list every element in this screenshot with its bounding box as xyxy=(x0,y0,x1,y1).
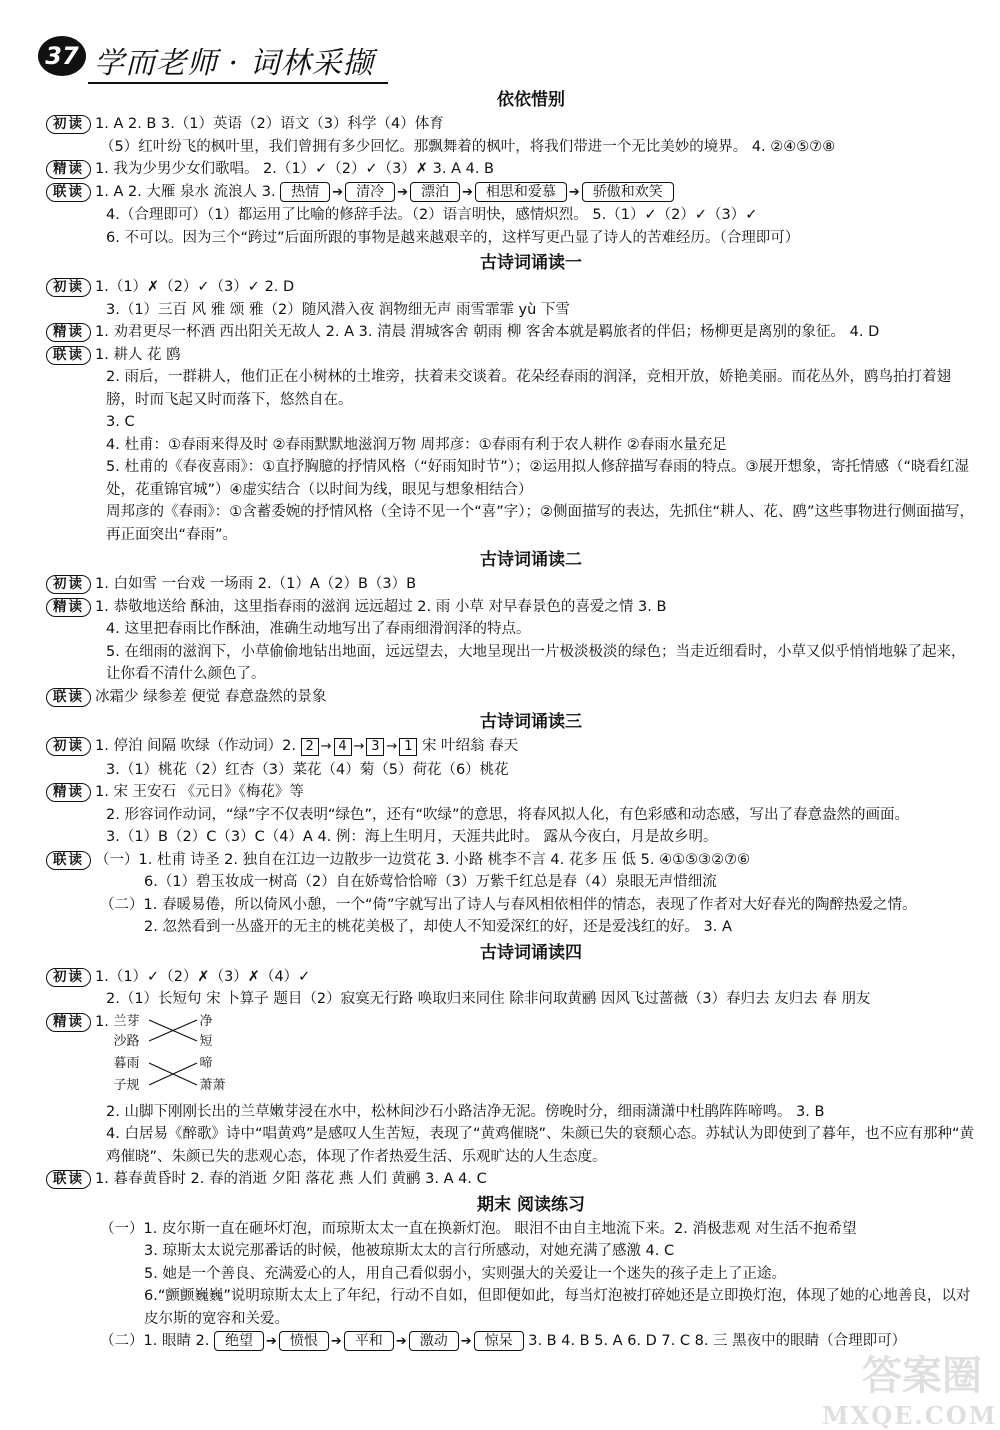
answer-text: （一）1. 皮尔斯一直在砸坏灯泡，而琼斯太太一直在换新灯泡。 眼泪不由自主地流下来。2. 消极悲观 对生活不抱希望 xyxy=(100,1220,857,1237)
answer-line xyxy=(46,158,976,181)
answer-text: 5. 在细雨的滋润下，小草偷偷地钻出地面，远远望去，大地呈现出一片极淡极淡的绿色；当走近细看时，小草又似乎悄悄地躲了起来，让你看不清什么颜色了。 xyxy=(106,643,966,682)
answer-text: 1. 暮春黄昏时 2. 春的消逝 夕阳 落花 燕 人们 黄鹂 3. A 4. C xyxy=(95,1171,487,1187)
answer-line xyxy=(46,276,976,299)
answer-text: 2. 忽然看到一丛盛开的无主的桃花美极了，却使人不知爱深红的好，还是爱浅红的好。 3. A xyxy=(144,919,732,935)
answer-text: 3.（1）三百 风 雅 颂 雅（2）随风潜入夜 润物细无声 雨雪霏霏 yù 下雪 xyxy=(106,301,570,318)
answer-text: 1. 宋 王安石 《元日》《梅花》等 xyxy=(95,784,304,800)
tag-jingdu: 精读 xyxy=(46,598,91,617)
answer-text: （5）红叶纷飞的枫叶里，我们曾拥有多少回忆。那飘舞着的枫叶，将我们带进一个无比美妙的境界。 4. ②④⑤⑦⑧ xyxy=(100,138,836,155)
tag-chudu: 初读 xyxy=(46,278,91,297)
arrow-right-icon: → xyxy=(386,739,398,754)
answer-line xyxy=(46,1168,976,1191)
arrow-right-icon: ➔ xyxy=(395,1334,407,1349)
arrow-right-icon: → xyxy=(353,739,365,754)
answer-text: 3. B 4. B 5. A 6. D 7. C 8. 三 黑夜中的眼睛（合理即可） xyxy=(528,1333,907,1349)
answer-line xyxy=(46,759,976,782)
answer-line xyxy=(46,596,976,619)
tag-chudu: 初读 xyxy=(46,737,91,756)
answer-line xyxy=(46,1285,976,1330)
answer-text: 1. 劝君更尽一杯酒 西出阳关无故人 2. A 3. 清晨 渭城客舍 朝雨 柳 客舍本就是羁旅者的伴侣；杨柳更是离别的象征。 4. D xyxy=(95,324,880,340)
answer-line xyxy=(46,204,976,227)
answer-text: 6.“颤颤巍巍”说明琼斯太太上了年纪，行动不自如，但即便如此，每当灯泡被打碎她还是立即换灯泡，体现了她的心地善良，以对皮尔斯的宽容和关爱。 xyxy=(144,1288,971,1327)
answer-line xyxy=(46,411,976,434)
answer-text: 6.（1）碧玉妆成一树高（2）自在娇莺恰恰啼（3）万紫千红总是春（4）泉眼无声惜细流 xyxy=(144,874,717,890)
answer-text: 1. 我为少男少女们歌唱。 2.（1）✓（2）✓（3）✗ 3. A 4. B xyxy=(95,161,494,177)
answer-text: 5. 杜甫的《春夜喜雨》：①直抒胸臆的抒情风格（“好雨知时节”）；②运用拟人修辞描写春雨的特点。③展开想象，寄托情感（“晓看红湿处，花重锦官城”）④虚实结合（以时间为线，眼见与想象相结合） xyxy=(106,459,969,498)
header-underline xyxy=(88,82,388,84)
page-number-badge: 37 xyxy=(38,36,86,76)
match-right: 啼 xyxy=(199,1055,213,1071)
answer-text: 3.（1）桃花（2）红杏（3）菜花（4）菊（5）荷花（6）桃花 xyxy=(106,761,509,778)
answer-line xyxy=(46,366,976,411)
answer-text: 5. 她是一个善良、充满爱心的人，用自己看似弱小，实则强大的关爱让一个迷失的孩子走上了正途。 xyxy=(144,1265,786,1282)
answer-text: 1. A 2. 大雁 泉水 流浪人 3. xyxy=(95,183,276,200)
answer-line xyxy=(46,849,976,872)
answer-text: 宋 叶绍翁 春天 xyxy=(421,738,519,754)
answer-text: 2. 雨后，一群耕人，他们正在小树林的土堆旁，扶着耒交谈着。花朵经春雨的润泽，竞相开放，娇艳美丽。而花丛外，鸥鸟拍打着翅膀，时而飞起又时而落下，悠然自在。 xyxy=(106,369,951,408)
arrow-right-icon: ➔ xyxy=(332,184,344,200)
arrow-right-icon: ➔ xyxy=(568,184,580,200)
tag-jingdu: 精读 xyxy=(46,783,91,802)
answer-line xyxy=(46,113,976,136)
tag-jingdu: 精读 xyxy=(46,160,91,179)
section-title: 古诗词诵读三 xyxy=(480,712,582,732)
answer-content xyxy=(46,86,976,1354)
flow-box: 惊呆 xyxy=(474,1331,524,1351)
tag-chudu: 初读 xyxy=(46,115,91,134)
answer-line xyxy=(46,181,976,205)
match-right: 短 xyxy=(199,1033,213,1049)
flow-box: 愤恨 xyxy=(279,1331,329,1351)
flow-box: 骄傲和欢笑 xyxy=(582,182,674,202)
answer-text: 冰霜少 绿参差 便觉 春意盎然的景象 xyxy=(95,688,327,705)
answer-line xyxy=(46,988,976,1011)
answer-text: 1. 停泊 间隔 吹绿（作动词）2. xyxy=(95,738,296,754)
matching-diagram xyxy=(113,1011,273,1097)
answer-line xyxy=(46,641,976,686)
answer-line xyxy=(46,871,976,894)
answer-text: （一）1. 杜甫 诗圣 2. 独自在江边一边散步一边赏花 3. 小路 桃李不言 4. 花多 压 低 5. ④①⑤③②⑦⑥ xyxy=(95,851,751,868)
answer-line xyxy=(46,1011,976,1101)
match-left: 沙路 xyxy=(113,1033,140,1049)
arrow-right-icon: ➔ xyxy=(266,1334,277,1349)
answer-text: 1. 白如雪 一台戏 一场雨 2.（1）A（2）B（3）B xyxy=(95,576,417,592)
order-box: 4 xyxy=(334,738,352,756)
tag-chudu: 初读 xyxy=(46,968,91,987)
answer-text: 1.（1）✓（2）✗（3）✗（4）✓ xyxy=(95,968,311,985)
answer-text: 1.（1）✗（2）✓（3）✓ 2. D xyxy=(95,279,295,295)
watermark-main: 答案圈 xyxy=(862,1352,982,1399)
answer-line xyxy=(46,456,976,501)
flow-box: 相思和爱慕 xyxy=(475,182,567,202)
answer-text: 3.（1）B（2）C（3）C（4）A 4. 例：海上生明月，天涯共此时。 露从今夜白，月是故乡明。 xyxy=(106,829,718,845)
tag-jingdu: 精读 xyxy=(46,323,91,342)
match-left: 子规 xyxy=(113,1077,140,1093)
flow-box: 平和 xyxy=(344,1331,394,1351)
answer-text: 2. 山脚下刚刚长出的兰草嫩芽浸在水中，松林间沙石小路洁净无泥。傍晚时分，细雨潇潇中杜鹃阵阵啼鸣。 3. B xyxy=(106,1103,825,1120)
flow-box: 绝望 xyxy=(214,1331,264,1351)
arrow-right-icon: → xyxy=(320,739,332,754)
flow-box: 热情 xyxy=(280,182,330,202)
answer-line xyxy=(46,966,976,989)
order-box: 1 xyxy=(399,738,417,756)
answer-line xyxy=(46,781,976,804)
answer-text: 2. 形容词作动词，“绿”字不仅表明“绿色”，还有“吹绿”的意思，将春风拟人化，有色彩感和动态感，写出了春意盎然的画面。 xyxy=(106,806,910,823)
watermark-url: MXQE.COM xyxy=(822,1401,998,1430)
match-right: 萧萧 xyxy=(199,1077,226,1093)
answer-line xyxy=(46,894,976,917)
section-title: 古诗词诵读二 xyxy=(480,550,582,570)
match-left: 暮雨 xyxy=(113,1055,140,1071)
arrow-right-icon: ➔ xyxy=(462,184,473,200)
answer-line xyxy=(46,826,976,849)
answer-text: 4. 这里把春雨比作酥油，准确生动地写出了春雨细滑润泽的特点。 xyxy=(106,621,531,637)
section-title: 古诗词诵读四 xyxy=(480,942,582,963)
answer-text: 3. C xyxy=(106,414,135,430)
answer-line xyxy=(46,299,976,322)
tag-liandu: 联读 xyxy=(46,183,91,202)
answer-line xyxy=(46,735,976,759)
tag-jingdu: 精读 xyxy=(46,1013,91,1032)
order-box: 3 xyxy=(366,738,384,756)
answer-line xyxy=(46,501,976,546)
answer-text: 6. 不可以。因为三个“跨过”后面所跟的事物是越来越艰辛的，这样写更凸显了诗人的苦难经历。（合理即可） xyxy=(106,229,800,246)
order-box: 2 xyxy=(301,738,319,756)
flow-box: 漂泊 xyxy=(410,182,460,202)
tag-chudu: 初读 xyxy=(46,575,91,594)
answer-line xyxy=(46,434,976,457)
answer-line xyxy=(46,1101,976,1124)
answer-text: （二）1. 眼睛 2. xyxy=(100,1333,210,1349)
tag-liandu: 联读 xyxy=(46,688,91,707)
header-title: 学而老师 · 词林采撷 xyxy=(94,46,374,81)
arrow-right-icon: ➔ xyxy=(397,184,408,200)
answer-line xyxy=(46,573,976,596)
watermark-logo xyxy=(822,1344,998,1430)
answer-text: （二）1. 春暖易倦，所以倚风小憩，一个“倚”字就写出了诗人与春风相依相伴的情态，表现了作者对大好春光的陶醉热爱之情。 xyxy=(100,896,917,913)
answer-line xyxy=(46,321,976,344)
answer-line xyxy=(46,686,976,709)
answer-line xyxy=(46,1263,976,1286)
tag-liandu: 联读 xyxy=(46,346,91,365)
section-title: 依依惜别 xyxy=(497,90,565,110)
answer-text: 4. 杜甫：①春雨来得及时 ②春雨默默地滋润万物 周邦彦：①春雨有利于农人耕作 ②春雨水量充足 xyxy=(106,436,727,453)
arrow-right-icon: ➔ xyxy=(330,1334,342,1349)
tag-liandu: 联读 xyxy=(46,851,91,870)
match-left: 兰芽 xyxy=(113,1013,140,1029)
answer-line xyxy=(46,618,976,641)
answer-line xyxy=(46,344,976,367)
section-title: 期末 阅读练习 xyxy=(477,1194,585,1215)
answer-text: 1. 耕人 花 鸥 xyxy=(95,346,181,363)
answer-text: 1. 恭敬地送给 酥油，这里指春雨的滋润 远远超过 2. 雨 小草 对早春景色的喜爱之情 3. B xyxy=(95,598,667,615)
answer-text: 4. 白居易《醉歌》诗中“唱黄鸡”是感叹人生苦短，表现了“黄鸡催晓”、朱颜已失的衰颓心态。苏轼认为即使到了暮年，也不应有那种“黄鸡催晓”、朱颜已失的悲观心态，体现了作者热爱生活、乐观旷达的人生态度。 xyxy=(106,1126,974,1165)
section-title: 古诗词诵读一 xyxy=(480,253,582,273)
page-header xyxy=(30,30,390,86)
answer-line xyxy=(46,1240,976,1263)
answer-text: 1. xyxy=(95,1013,109,1030)
answer-text: 3. 琼斯太太说完那番话的时候，他被琼斯太太的言行所感动，对她充满了感激 4. C xyxy=(144,1243,675,1259)
flow-box: 激动 xyxy=(409,1331,459,1351)
answer-line xyxy=(46,1218,976,1241)
answer-line xyxy=(46,227,976,250)
answer-line xyxy=(46,136,976,159)
match-right: 净 xyxy=(199,1013,213,1029)
answer-line xyxy=(46,916,976,939)
answer-text: 2.（1）长短句 宋 卜算子 题目（2）寂寞无行路 唤取归来同住 除非问取黄鹂 因风飞过蔷薇（3）春归去 友归去 春 朋友 xyxy=(106,991,871,1007)
tag-liandu: 联读 xyxy=(46,1170,91,1189)
flow-box: 清冷 xyxy=(345,182,395,202)
answer-text: 4.（合理即可）（1）都运用了比喻的修辞手法。（2）语言明快，感情炽烈。 5.（1）✓（2）✓（3）✓ xyxy=(106,207,758,223)
arrow-right-icon: ➔ xyxy=(460,1334,472,1349)
answer-line xyxy=(46,1123,976,1168)
matching-lines xyxy=(149,1011,199,1097)
answer-text: 周邦彦的《春雨》：①含蓄委婉的抒情风格（全诗不见一个“喜”字）；②侧面描写的表达，先抓住“耕人、花、鸥”这些事物进行侧面描写，再正面突出“春雨”。 xyxy=(106,504,975,543)
answer-line xyxy=(46,804,976,827)
answer-text: 1. A 2. B 3.（1）英语（2）语文（3）科学（4）体育 xyxy=(95,116,444,132)
